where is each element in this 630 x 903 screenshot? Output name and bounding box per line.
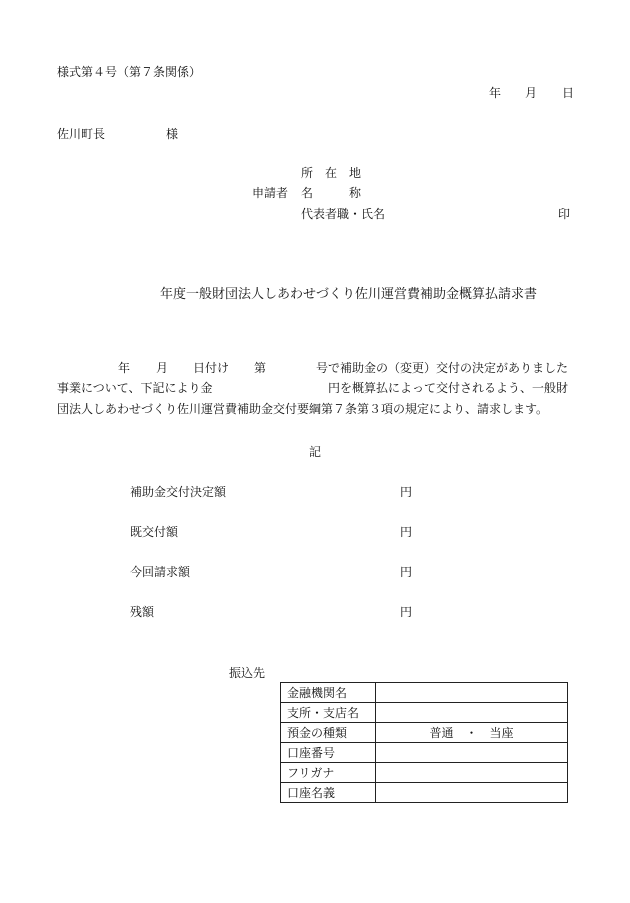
branch-name-field[interactable] [376, 703, 568, 723]
applicant-rep-label: 代表者職・氏名 [301, 207, 386, 221]
addressee-name: 佐川町長 [57, 127, 106, 141]
bank-account-table [280, 682, 568, 803]
furigana-field[interactable] [376, 763, 568, 783]
amount-unit-remaining: 円 [400, 605, 413, 619]
date-year-label: 年 [489, 86, 502, 100]
body-date: 日付け [193, 361, 230, 375]
document-title: 年度一般財団法人しあわせづくり佐川運営費補助金概算払請求書 [160, 287, 538, 302]
seal-mark: 印 [558, 207, 571, 221]
table-row [281, 703, 568, 723]
account-holder-label: 口座名義 [281, 783, 376, 803]
deposit-type-choice[interactable]: 普通 ・ 当座 [376, 723, 568, 743]
amount-unit-requested: 円 [400, 565, 413, 579]
amount-unit-paid: 円 [400, 525, 413, 539]
account-holder-field[interactable] [376, 783, 568, 803]
amount-label-requested: 今回請求額 [130, 565, 191, 579]
ki-heading: 記 [309, 445, 322, 459]
amount-label-paid: 既交付額 [130, 525, 179, 539]
bank-name-field[interactable] [376, 683, 568, 703]
amount-label-remaining: 残額 [130, 605, 155, 619]
body-line3: 団法人しあわせづくり佐川運営費補助金交付要綱第７条第３項の規定により、請求します。 [57, 402, 549, 416]
deposit-type-label: 預金の種類 [281, 723, 376, 743]
amount-label-decided: 補助金交付決定額 [130, 485, 227, 499]
table-row [281, 763, 568, 783]
furigana-label: フリガナ [281, 763, 376, 783]
table-row [281, 783, 568, 803]
body-month: 月 [156, 361, 169, 375]
form-number: 様式第４号（第７条関係） [57, 65, 202, 79]
account-number-label: 口座番号 [281, 743, 376, 763]
table-row [281, 683, 568, 703]
applicant-name-label: 名 称 [301, 186, 362, 200]
applicant-address-label: 所 在 地 [301, 166, 362, 180]
body-line2-start: 事業について、下記により金 [57, 381, 213, 395]
body-number-prefix: 第 [254, 361, 267, 375]
branch-name-label: 支所・支店名 [281, 703, 376, 723]
date-day-label: 日 [562, 86, 575, 100]
account-number-field[interactable] [376, 743, 568, 763]
addressee-honorific: 様 [166, 127, 179, 141]
bank-name-label: 金融機関名 [281, 683, 376, 703]
amount-unit-decided: 円 [400, 485, 413, 499]
table-row [281, 723, 568, 743]
bank-heading: 振込先 [229, 666, 266, 680]
body-line2-rest: 円を概算払によって交付されるよう、一般財 [328, 381, 569, 395]
date-month-label: 月 [525, 86, 538, 100]
body-year: 年 [118, 361, 131, 375]
body-line1-rest: 号で補助金の（変更）交付の決定がありました [316, 361, 569, 375]
applicant-label: 申請者 [252, 186, 289, 200]
table-row [281, 743, 568, 763]
